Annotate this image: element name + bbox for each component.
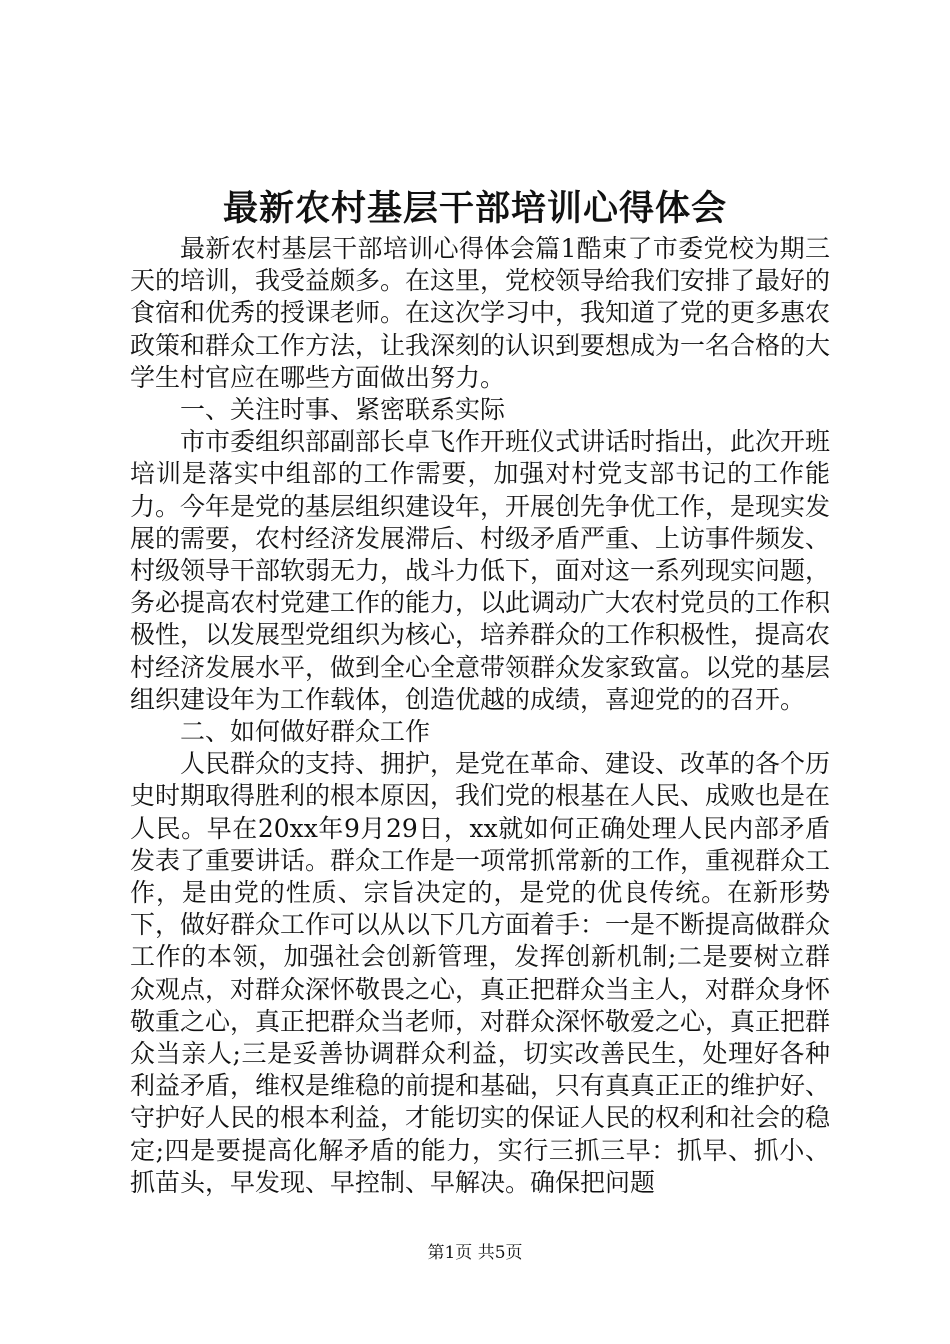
- page-footer: 第1页 共5页: [427, 1243, 523, 1263]
- paragraph-section-2: 人民群众的支持、拥护，是党在革命、建设、改革的各个历史时期取得胜利的根本原因，我们党的根基在人民、成败也是在人民。早在20xx年9月29日，xx就如何正确处理人民内部矛盾发表了重要讲话。群众工作是一项常抓常新的工作，重视群众工作，是由党的性质、宗旨决定的，是党的优良传统。在新形势下，做好群众工作可以从以下几方面着手：一是不断提高做群众工作的本领，加强社会创新管理，发挥创新机制;二是要树立群众观点，对群众深怀敬畏之心，真正把群众当主人，对群众身怀敬重之心，真正把群众当老师，对群众深怀敬爱之心，真正把群众当亲人;三是妥善协调群众利益，切实改善民生，处理好各种利益矛盾，维权是维稳的前提和基础，只有真真正正的维护好、守护好人民的根本利益，才能切实的保证人民的权利和社会的稳定;四是要提高化解矛盾的能力，实行三抓三早：抓早、抓小、抓苗头，早发现、早控制、早解决。确保把问题: [130, 749, 831, 1197]
- paragraph-section-1: 市市委组织部副部长卓飞作开班仪式讲话时指出，此次开班培训是落实中组部的工作需要，加强对村党支部书记的工作能力。今年是党的基层组织建设年，开展创先争优工作，是现实发展的需要，农村经济发展滞后、村级矛盾严重、上访事件频发、村级领导干部软弱无力，战斗力低下，面对这一系列现实问题，务必提高农村党建工作的能力，以此调动广大农村党员的工作积极性，以发展型党组织为核心，培养群众的工作积极性，提高农村经济发展水平，做到全心全意带领群众发家致富。以党的基层组织建设年为工作载体，创造优越的成绩，喜迎党的的召开。: [130, 427, 831, 714]
- document-body: [130, 233, 830, 1199]
- document-title: 最新农村基层干部培训心得体会: [222, 188, 727, 229]
- section-heading-1: 一、关注时事、紧密联系实际: [180, 395, 506, 425]
- section-heading-2: 二、如何做好群众工作: [180, 717, 431, 747]
- paragraph-intro: 最新农村基层干部培训心得体会篇1酷束了市委党校为期三天的培训，我受益颇多。在这里，党校领导给我们安排了最好的食宿和优秀的授课老师。在这次学习中，我知道了党的更多惠农政策和群众工作方法，让我深刻的认识到要想成为一名合格的大学生村官应在哪些方面做出努力。: [130, 234, 831, 392]
